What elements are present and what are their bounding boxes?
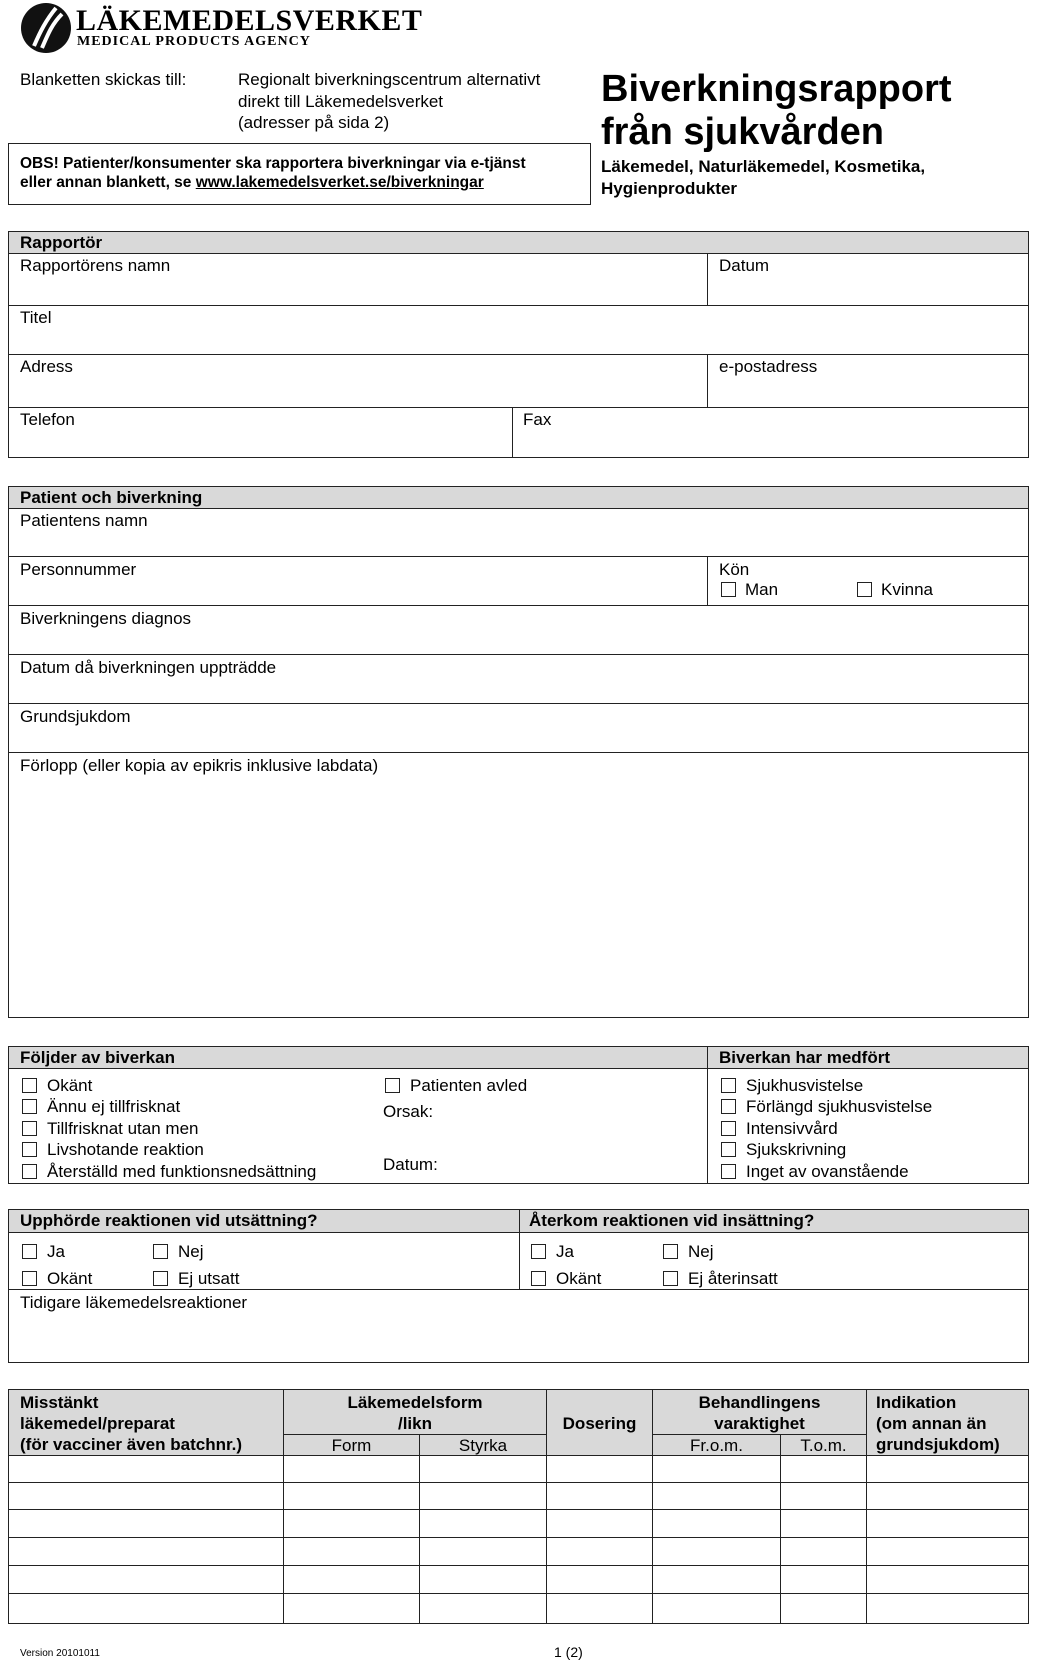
rechallenge-yes-checkbox[interactable] (531, 1244, 546, 1259)
resulted-none-label: Inget av ovanstående (746, 1162, 909, 1181)
dechallenge-not-withdrawn-checkbox[interactable] (153, 1271, 168, 1286)
sex-male-label: Man (745, 580, 779, 599)
consequence-not-recovered-checkbox[interactable] (22, 1099, 37, 1114)
underlying-disease-field[interactable]: Grundsjukdom (20, 707, 131, 726)
brand-tagline: MEDICAL PRODUCTS AGENCY (77, 34, 311, 49)
col-form-sub: Form (331, 1436, 372, 1455)
dechallenge-header: Upphörde reaktionen vid utsättning? (8, 1209, 520, 1233)
patient-died-checkbox[interactable] (385, 1078, 400, 1093)
consequence-life-threatening-label: Livshotande reaktion (47, 1140, 204, 1159)
table-row[interactable] (9, 1483, 1028, 1509)
form-title-line2: från sjukvården (601, 111, 884, 153)
logo-emblem-icon (20, 2, 72, 54)
consequences-header: Följder av biverkan (8, 1046, 708, 1069)
diagnosis-field[interactable]: Biverkningens diagnos (20, 609, 192, 628)
reporter-date-field[interactable]: Datum (719, 256, 770, 275)
reporter-header: Rapportör (8, 231, 1029, 254)
table-row[interactable] (9, 1538, 1028, 1565)
col-form-line1: Läkemedelsform (347, 1393, 483, 1412)
obs-line1: OBS! Patienter/konsumenter ska rapportera biverkningar via e-tjänst (20, 155, 526, 172)
patient-header: Patient och biverkning (8, 486, 1029, 509)
brand-name: LÄKEMEDELSVERKET (76, 4, 423, 37)
col-to-sub: T.o.m. (800, 1436, 847, 1455)
send-to-label: Blanketten skickas till: (20, 70, 187, 89)
rechallenge-not-reintroduced-checkbox[interactable] (663, 1271, 678, 1286)
consequence-life-threatening-checkbox[interactable] (22, 1142, 37, 1157)
dechallenge-no-checkbox[interactable] (153, 1244, 168, 1259)
dechallenge-not-withdrawn-label: Ej utsatt (178, 1269, 240, 1288)
sex-male-checkbox[interactable] (721, 582, 736, 597)
rechallenge-no-label: Nej (688, 1242, 714, 1261)
reporter-address-field[interactable]: Adress (20, 357, 73, 376)
dechallenge-unknown-checkbox[interactable] (22, 1271, 37, 1286)
consequence-recovered-checkbox[interactable] (22, 1121, 37, 1136)
col-duration-line1: Behandlingens (698, 1393, 821, 1412)
reporter-title-field[interactable]: Titel (20, 308, 52, 327)
col-drug-line2: läkemedel/preparat (20, 1414, 175, 1433)
col-dosage: Dosering (562, 1414, 637, 1433)
rechallenge-not-reintroduced-label: Ej återinsatt (688, 1269, 778, 1288)
previous-reactions-field[interactable]: Tidigare läkemedelsreaktioner (20, 1293, 248, 1312)
form-title-line1: Biverkningsrapport (601, 68, 952, 110)
resulted-hospitalization-checkbox[interactable] (721, 1078, 736, 1093)
sex-label: Kön (719, 560, 750, 579)
sex-female-label: Kvinna (881, 580, 933, 599)
resulted-hospitalization-label: Sjukhusvistelse (746, 1076, 864, 1095)
resulted-sick-leave-checkbox[interactable] (721, 1142, 736, 1157)
reporter-fax-field[interactable]: Fax (523, 410, 552, 429)
dechallenge-yes-label: Ja (47, 1242, 65, 1261)
table-row[interactable] (9, 1510, 1028, 1537)
col-drug-line3: (för vacciner även batchnr.) (20, 1435, 243, 1454)
consequence-unknown-label: Okänt (47, 1076, 93, 1095)
reporter-phone-field[interactable]: Telefon (20, 410, 75, 429)
rechallenge-header: Återkom reaktionen vid insättning? (519, 1209, 1029, 1233)
sex-female-checkbox[interactable] (857, 582, 872, 597)
resulted-intensive-care-label: Intensivvård (746, 1119, 838, 1138)
form-subtitle-line2: Hygienprodukter (601, 179, 738, 198)
patient-died-label: Patienten avled (410, 1076, 528, 1095)
death-date-field[interactable]: Datum: (383, 1155, 438, 1174)
rechallenge-no-checkbox[interactable] (663, 1244, 678, 1259)
col-drug-line1: Misstänkt (20, 1393, 99, 1412)
dechallenge-yes-checkbox[interactable] (22, 1244, 37, 1259)
patient-name-field[interactable]: Patientens namn (20, 511, 148, 530)
obs-line2-prefix: eller annan blankett, se (20, 174, 196, 191)
consequence-disability-checkbox[interactable] (22, 1164, 37, 1179)
dechallenge-no-label: Nej (178, 1242, 204, 1261)
send-to-line3: (adresser på sida 2) (238, 113, 390, 132)
consequence-not-recovered-label: Ännu ej tillfrisknat (47, 1097, 181, 1116)
send-to-line2: direkt till Läkemedelsverket (238, 92, 444, 111)
form-subtitle-line1: Läkemedel, Naturläkemedel, Kosmetika, (601, 157, 926, 176)
obs-line2 (20, 174, 484, 192)
col-indication-line1: Indikation (876, 1393, 957, 1412)
version-label: Version 20101011 (20, 1648, 100, 1659)
consequence-disability-label: Återställd med funktionsnedsättning (47, 1162, 317, 1181)
dechallenge-unknown-label: Okänt (47, 1269, 93, 1288)
personnummer-field[interactable]: Personnummer (20, 560, 137, 579)
resulted-intensive-care-checkbox[interactable] (721, 1121, 736, 1136)
onset-date-field[interactable]: Datum då biverkningen uppträdde (20, 658, 277, 677)
col-from-sub: Fr.o.m. (690, 1436, 743, 1455)
col-duration-line2: varaktighet (714, 1414, 805, 1433)
table-row[interactable] (9, 1456, 1028, 1482)
resulted-prolonged-checkbox[interactable] (721, 1099, 736, 1114)
resulted-none-checkbox[interactable] (721, 1164, 736, 1179)
table-row[interactable] (9, 1566, 1028, 1593)
table-row[interactable] (9, 1594, 1028, 1623)
resulted-sick-leave-label: Sjukskrivning (746, 1140, 847, 1159)
reporter-name-field[interactable]: Rapportörens namn (20, 256, 171, 275)
reporter-email-field[interactable]: e-postadress (719, 357, 818, 376)
send-to-line1: Regionalt biverkningscentrum alternativt (238, 70, 541, 89)
page-number: 1 (2) (554, 1644, 583, 1660)
agency-logo (20, 2, 423, 54)
col-indication-line2: (om annan än (876, 1414, 987, 1433)
rechallenge-unknown-checkbox[interactable] (531, 1271, 546, 1286)
col-indication-line3: grundsjukdom) (876, 1435, 1000, 1454)
rechallenge-yes-label: Ja (556, 1242, 574, 1261)
consequence-recovered-label: Tillfrisknat utan men (47, 1119, 199, 1138)
col-form-line2: /likn (397, 1414, 432, 1433)
course-field[interactable]: Förlopp (eller kopia av epikris inklusive labdata) (20, 756, 379, 775)
consequence-unknown-checkbox[interactable] (22, 1078, 37, 1093)
resulted-prolonged-label: Förlängd sjukhusvistelse (746, 1097, 933, 1116)
resulted-header: Biverkan har medfört (707, 1046, 1029, 1069)
death-cause-field[interactable]: Orsak: (383, 1102, 434, 1121)
rechallenge-unknown-label: Okänt (556, 1269, 602, 1288)
col-strength-sub: Styrka (458, 1436, 508, 1455)
obs-link[interactable]: www.lakemedelsverket.se/biverkningar (195, 174, 484, 191)
